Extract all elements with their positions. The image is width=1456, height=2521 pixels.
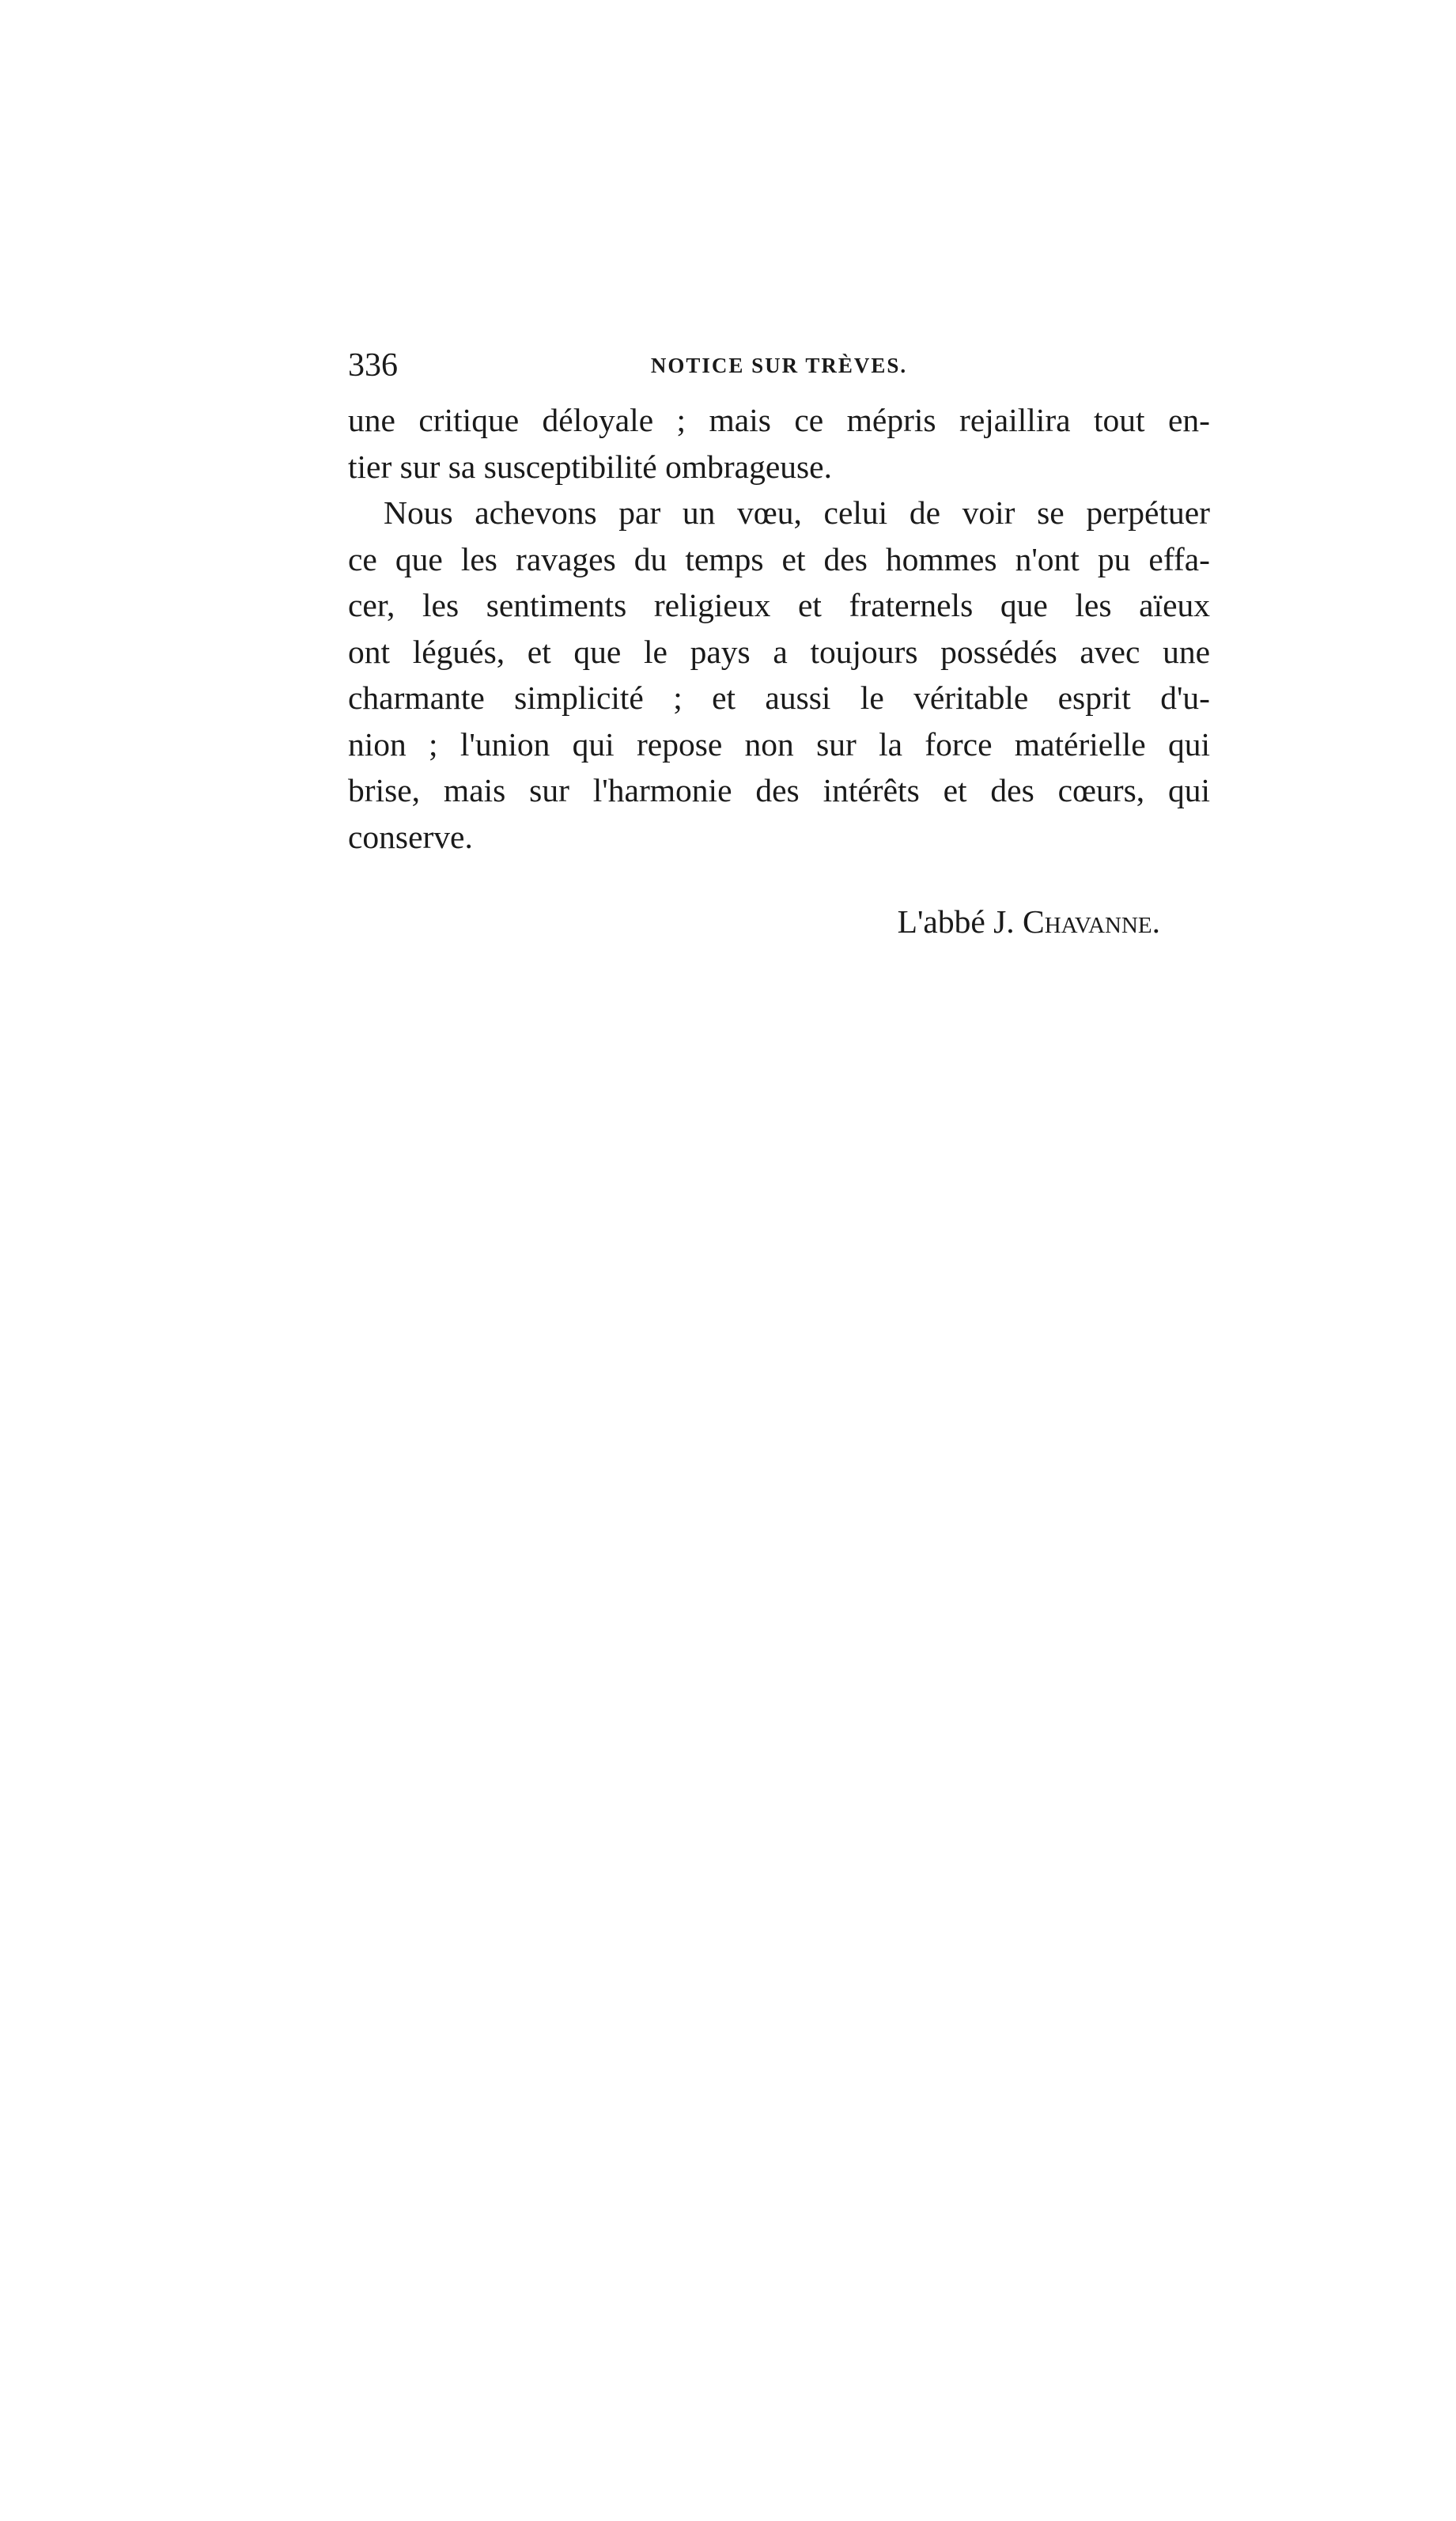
signature-prefix: L'abbé J.: [897, 903, 1023, 940]
running-head: [348, 342, 1210, 389]
text-line: une critique déloyale ; mais ce mépris rejaillira tout en-: [348, 402, 1210, 438]
text-line: tier sur sa susceptibilité ombrageuse.: [348, 448, 832, 485]
page-number: 336: [348, 347, 398, 384]
body-text: [348, 397, 1210, 860]
text-line: Nous achevons par un vœu, celui de voir se perpétuer: [384, 494, 1210, 531]
text-line: ont légués, et que le pays a toujours possédés avec une: [348, 633, 1210, 670]
text-line: conserve.: [348, 818, 473, 855]
text-line: charmante simplicité ; et aussi le véritable esprit d'u-: [348, 679, 1210, 716]
signature-name: Chavanne.: [1023, 903, 1160, 940]
author-signature: [348, 899, 1160, 944]
running-title: NOTICE SUR TRÈVES.: [650, 354, 908, 377]
text-line: ce que les ravages du temps et des hommes n'ont pu effa-: [348, 540, 1210, 577]
text-line: nion ; l'union qui repose non sur la force matérielle qui: [348, 725, 1210, 763]
text-line: cer, les sentiments religieux et fraternels que les aïeux: [348, 587, 1210, 623]
text-line: brise, mais sur l'harmonie des intérêts et des cœurs, qui: [348, 772, 1210, 808]
